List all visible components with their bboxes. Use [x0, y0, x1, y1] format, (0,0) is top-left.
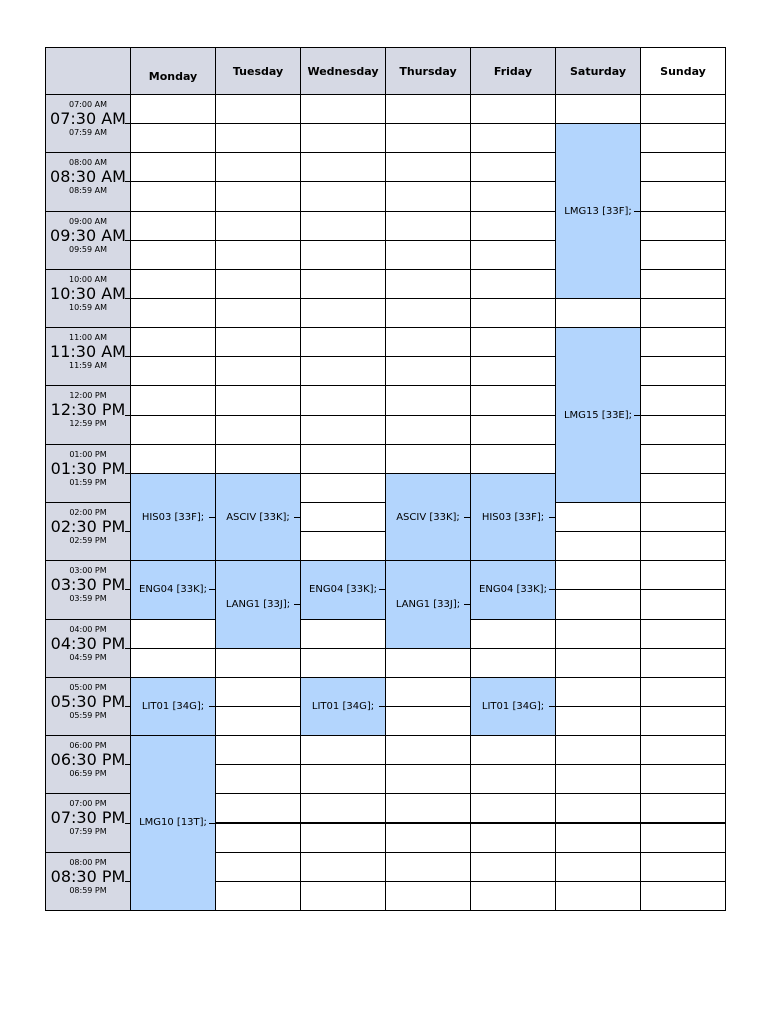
- slot-cell[interactable]: [470, 852, 556, 882]
- event-tick: [634, 211, 641, 212]
- slot-cell[interactable]: [130, 94, 216, 124]
- slot-cell[interactable]: [470, 444, 556, 474]
- slot-cell[interactable]: [470, 240, 556, 270]
- day-header-monday: Monday: [130, 47, 216, 95]
- slot-cell[interactable]: [640, 881, 726, 911]
- slot-cell[interactable]: [300, 735, 386, 765]
- event-block[interactable]: LMG10 [13T];: [130, 735, 216, 911]
- time-mid: 12:30 PM: [50, 400, 126, 420]
- slot-cell[interactable]: [300, 356, 386, 386]
- slot-cell[interactable]: [470, 152, 556, 182]
- event-block[interactable]: LMG15 [33E];: [555, 327, 641, 503]
- slot-cell[interactable]: [640, 211, 726, 241]
- slot-cell[interactable]: [385, 181, 471, 211]
- slot-cell[interactable]: [555, 589, 641, 619]
- time-end: 06:59 PM: [69, 769, 107, 779]
- slot-cell[interactable]: [130, 356, 216, 386]
- time-start: 08:00 AM: [69, 158, 107, 168]
- slot-cell[interactable]: [130, 648, 216, 678]
- time-end: 02:59 PM: [69, 535, 107, 545]
- time-label: [45, 211, 131, 270]
- time-label: [45, 152, 131, 211]
- slot-cell[interactable]: [640, 327, 726, 357]
- slot-cell[interactable]: [470, 793, 556, 823]
- slot-cell[interactable]: [470, 123, 556, 153]
- slot-cell[interactable]: [385, 823, 471, 853]
- slot-cell[interactable]: [555, 764, 641, 794]
- slot-cell[interactable]: [555, 852, 641, 882]
- slot-cell[interactable]: [385, 677, 471, 707]
- slot-cell[interactable]: [215, 764, 301, 794]
- slot-cell[interactable]: [385, 356, 471, 386]
- slot-cell[interactable]: [130, 385, 216, 415]
- time-label: [45, 852, 131, 911]
- time-end: 09:59 AM: [69, 244, 107, 254]
- slot-cell[interactable]: [215, 240, 301, 270]
- event-block[interactable]: ENG04 [33K];: [470, 560, 556, 619]
- slot-cell[interactable]: [385, 793, 471, 823]
- day-header-tuesday: Tuesday: [215, 47, 301, 95]
- slot-cell[interactable]: [640, 648, 726, 678]
- time-label: [45, 502, 131, 561]
- time-start: 03:00 PM: [69, 566, 107, 576]
- event-block[interactable]: ASCIV [33K];: [385, 473, 471, 561]
- time-mid: 01:30 PM: [50, 458, 126, 478]
- slot-cell[interactable]: [215, 852, 301, 882]
- slot-cell[interactable]: [215, 211, 301, 241]
- time-start: 11:00 AM: [69, 333, 107, 343]
- slot-cell[interactable]: [300, 648, 386, 678]
- slot-cell[interactable]: [215, 706, 301, 736]
- slot-cell[interactable]: [555, 648, 641, 678]
- slot-cell[interactable]: [130, 298, 216, 328]
- time-start: 01:00 PM: [69, 449, 107, 459]
- slot-cell[interactable]: [215, 385, 301, 415]
- slot-cell[interactable]: [555, 735, 641, 765]
- time-end: 04:59 PM: [69, 652, 107, 662]
- slot-cell[interactable]: [215, 298, 301, 328]
- slot-cell[interactable]: [640, 793, 726, 823]
- slot-cell[interactable]: [640, 706, 726, 736]
- slot-cell[interactable]: [470, 94, 556, 124]
- time-label: [45, 793, 131, 852]
- slot-cell[interactable]: [385, 881, 471, 911]
- slot-cell[interactable]: [470, 619, 556, 649]
- slot-cell[interactable]: [555, 793, 641, 823]
- event-block[interactable]: ENG04 [33K];: [130, 560, 216, 619]
- slot-cell[interactable]: [555, 298, 641, 328]
- slot-cell[interactable]: [640, 269, 726, 299]
- slot-cell[interactable]: [385, 269, 471, 299]
- slot-cell[interactable]: [215, 181, 301, 211]
- time-start: 08:00 PM: [69, 857, 107, 867]
- slot-cell[interactable]: [300, 444, 386, 474]
- slot-cell[interactable]: [215, 444, 301, 474]
- slot-cell[interactable]: [385, 385, 471, 415]
- time-start: 02:00 PM: [69, 507, 107, 517]
- slot-cell[interactable]: [470, 415, 556, 445]
- time-mid: 08:30 AM: [50, 167, 126, 187]
- event-tick: [549, 517, 556, 518]
- slot-cell[interactable]: [300, 619, 386, 649]
- event-block[interactable]: LIT01 [34G];: [130, 677, 216, 736]
- slot-cell[interactable]: [385, 764, 471, 794]
- slot-cell[interactable]: [215, 677, 301, 707]
- event-tick: [294, 517, 301, 518]
- slot-cell[interactable]: [640, 764, 726, 794]
- slot-cell[interactable]: [640, 123, 726, 153]
- event-block[interactable]: HIS03 [33F];: [470, 473, 556, 561]
- slot-cell[interactable]: [300, 385, 386, 415]
- time-start: 09:00 AM: [69, 216, 107, 226]
- slot-cell[interactable]: [470, 211, 556, 241]
- time-end: 10:59 AM: [69, 302, 107, 312]
- slot-cell[interactable]: [215, 415, 301, 445]
- slot-cell[interactable]: [385, 648, 471, 678]
- slot-cell[interactable]: [555, 94, 641, 124]
- slot-cell[interactable]: [215, 823, 301, 853]
- event-block[interactable]: LMG13 [33F];: [555, 123, 641, 299]
- time-end: 08:59 AM: [69, 186, 107, 196]
- event-tick: [549, 706, 556, 707]
- event-tick: [549, 589, 556, 590]
- slot-cell[interactable]: [300, 823, 386, 853]
- event-block[interactable]: LANG1 [33J];: [385, 560, 471, 648]
- slot-cell[interactable]: [130, 327, 216, 357]
- slot-cell[interactable]: [640, 735, 726, 765]
- slot-cell[interactable]: [215, 123, 301, 153]
- slot-cell[interactable]: [130, 123, 216, 153]
- time-start: 07:00 PM: [69, 799, 107, 809]
- slot-cell[interactable]: [300, 94, 386, 124]
- slot-cell[interactable]: [300, 123, 386, 153]
- slot-cell[interactable]: [470, 764, 556, 794]
- slot-cell[interactable]: [640, 152, 726, 182]
- day-header-wednesday: Wednesday: [300, 47, 386, 95]
- slot-cell[interactable]: [555, 560, 641, 590]
- slot-cell[interactable]: [640, 619, 726, 649]
- time-start: 04:00 PM: [69, 624, 107, 634]
- slot-cell[interactable]: [385, 327, 471, 357]
- time-mid: 11:30 AM: [50, 342, 126, 362]
- slot-cell[interactable]: [640, 181, 726, 211]
- time-label: [45, 735, 131, 794]
- slot-cell[interactable]: [215, 94, 301, 124]
- day-header-saturday: Saturday: [555, 47, 641, 95]
- slot-cell[interactable]: [215, 793, 301, 823]
- slot-cell[interactable]: [300, 327, 386, 357]
- slot-cell[interactable]: [385, 415, 471, 445]
- slot-cell[interactable]: [385, 123, 471, 153]
- time-start: 12:00 PM: [69, 391, 107, 401]
- slot-cell[interactable]: [640, 560, 726, 590]
- slot-cell[interactable]: [555, 619, 641, 649]
- slot-cell[interactable]: [470, 823, 556, 853]
- slot-cell[interactable]: [215, 327, 301, 357]
- slot-cell[interactable]: [130, 152, 216, 182]
- slot-cell[interactable]: [555, 881, 641, 911]
- time-start: 06:00 PM: [69, 741, 107, 751]
- slot-cell[interactable]: [640, 531, 726, 561]
- slot-cell[interactable]: [385, 152, 471, 182]
- time-mid: 02:30 PM: [50, 516, 126, 536]
- slot-cell[interactable]: [470, 269, 556, 299]
- slot-cell[interactable]: [470, 385, 556, 415]
- time-mid: 10:30 AM: [50, 283, 126, 303]
- time-label: [45, 327, 131, 386]
- slot-cell[interactable]: [300, 240, 386, 270]
- slot-cell[interactable]: [385, 444, 471, 474]
- time-mid: 08:30 PM: [50, 866, 126, 886]
- slot-cell[interactable]: [385, 706, 471, 736]
- slot-cell[interactable]: [385, 211, 471, 241]
- slot-cell[interactable]: [300, 181, 386, 211]
- slot-cell[interactable]: [300, 152, 386, 182]
- slot-cell[interactable]: [555, 677, 641, 707]
- slot-cell[interactable]: [640, 589, 726, 619]
- slot-cell[interactable]: [130, 619, 216, 649]
- slot-cell[interactable]: [300, 211, 386, 241]
- slot-cell[interactable]: [470, 181, 556, 211]
- slot-cell[interactable]: [640, 852, 726, 882]
- slot-cell[interactable]: [300, 473, 386, 503]
- slot-cell[interactable]: [385, 298, 471, 328]
- slot-cell[interactable]: [640, 356, 726, 386]
- slot-cell[interactable]: [640, 677, 726, 707]
- slot-cell[interactable]: [300, 881, 386, 911]
- slot-cell[interactable]: [130, 181, 216, 211]
- slot-cell[interactable]: [300, 852, 386, 882]
- time-mid: 03:30 PM: [50, 575, 126, 595]
- header-corner: [45, 47, 131, 95]
- slot-cell[interactable]: [555, 531, 641, 561]
- event-tick: [379, 706, 386, 707]
- time-end: 08:59 PM: [69, 885, 107, 895]
- slot-cell[interactable]: [130, 415, 216, 445]
- slot-cell[interactable]: [300, 531, 386, 561]
- event-block[interactable]: LIT01 [34G];: [470, 677, 556, 736]
- slot-cell[interactable]: [470, 735, 556, 765]
- slot-cell[interactable]: [640, 823, 726, 853]
- time-end: 07:59 PM: [69, 827, 107, 837]
- slot-cell[interactable]: [640, 502, 726, 532]
- slot-cell[interactable]: [215, 152, 301, 182]
- event-block[interactable]: HIS03 [33F];: [130, 473, 216, 561]
- slot-cell[interactable]: [130, 240, 216, 270]
- slot-cell[interactable]: [555, 502, 641, 532]
- day-header-thursday: Thursday: [385, 47, 471, 95]
- event-tick: [209, 823, 216, 824]
- slot-cell[interactable]: [130, 211, 216, 241]
- time-end: 03:59 PM: [69, 594, 107, 604]
- slot-cell[interactable]: [470, 298, 556, 328]
- time-label: [45, 444, 131, 503]
- time-mid: 07:30 PM: [50, 808, 126, 828]
- slot-cell[interactable]: [215, 356, 301, 386]
- slot-cell[interactable]: [640, 385, 726, 415]
- slot-cell[interactable]: [385, 94, 471, 124]
- slot-cell[interactable]: [300, 269, 386, 299]
- day-header-friday: Friday: [470, 47, 556, 95]
- slot-cell[interactable]: [470, 881, 556, 911]
- slot-cell[interactable]: [300, 502, 386, 532]
- slot-cell[interactable]: [385, 735, 471, 765]
- time-label: [45, 677, 131, 736]
- time-label: [45, 560, 131, 619]
- time-start: 10:00 AM: [69, 274, 107, 284]
- slot-cell[interactable]: [470, 648, 556, 678]
- slot-cell[interactable]: [300, 298, 386, 328]
- slot-cell[interactable]: [640, 444, 726, 474]
- time-mid: 06:30 PM: [50, 750, 126, 770]
- time-mid: 05:30 PM: [50, 691, 126, 711]
- slot-cell[interactable]: [300, 764, 386, 794]
- time-start: 05:00 PM: [69, 682, 107, 692]
- time-start: 07:00 AM: [69, 100, 107, 109]
- slot-cell[interactable]: [130, 269, 216, 299]
- slot-cell[interactable]: [640, 298, 726, 328]
- slot-cell[interactable]: [215, 735, 301, 765]
- time-mid: 04:30 PM: [50, 633, 126, 653]
- time-end: 07:59 AM: [69, 128, 107, 137]
- slot-cell[interactable]: [215, 648, 301, 678]
- day-header-sunday: Sunday: [640, 47, 726, 95]
- time-label: [45, 619, 131, 678]
- event-tick: [634, 415, 641, 416]
- slot-cell[interactable]: [640, 415, 726, 445]
- slot-cell[interactable]: [385, 852, 471, 882]
- time-label: [45, 94, 131, 153]
- event-block[interactable]: ASCIV [33K];: [215, 473, 301, 561]
- slot-cell[interactable]: [640, 240, 726, 270]
- slot-cell[interactable]: [385, 240, 471, 270]
- slot-cell[interactable]: [640, 94, 726, 124]
- slot-cell[interactable]: [215, 881, 301, 911]
- slot-cell[interactable]: [130, 444, 216, 474]
- time-end: 12:59 PM: [69, 419, 107, 429]
- event-block[interactable]: LANG1 [33J];: [215, 560, 301, 648]
- time-mid: 09:30 AM: [50, 225, 126, 245]
- slot-cell[interactable]: [300, 793, 386, 823]
- slot-cell[interactable]: [640, 473, 726, 503]
- time-end: 01:59 PM: [69, 477, 107, 487]
- slot-cell[interactable]: [555, 706, 641, 736]
- time-mid: 07:30 AM: [50, 109, 126, 128]
- time-end: 05:59 PM: [69, 710, 107, 720]
- event-block[interactable]: LIT01 [34G];: [300, 677, 386, 736]
- time-label: [45, 269, 131, 328]
- slot-cell[interactable]: [470, 327, 556, 357]
- time-label: [45, 385, 131, 444]
- event-tick: [209, 706, 216, 707]
- slot-cell[interactable]: [470, 356, 556, 386]
- slot-cell[interactable]: [300, 415, 386, 445]
- time-end: 11:59 AM: [69, 361, 107, 371]
- slot-cell[interactable]: [215, 269, 301, 299]
- slot-cell[interactable]: [555, 823, 641, 853]
- event-block[interactable]: ENG04 [33K];: [300, 560, 386, 619]
